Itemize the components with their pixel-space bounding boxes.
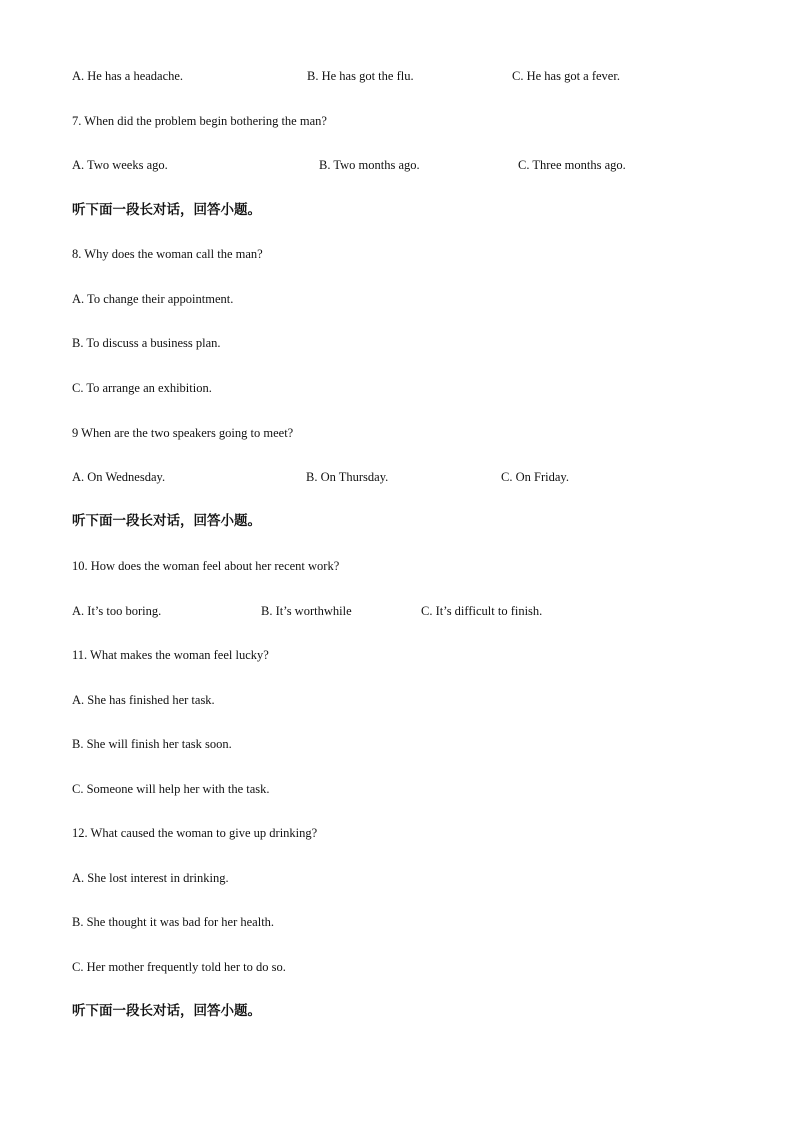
question-line: B. To discuss a business plan. xyxy=(72,336,221,350)
answer-option: A. He has a headache. xyxy=(72,69,184,83)
answer-option: C. He has got a fever. xyxy=(512,69,620,83)
answer-option: B. It’s worthwhile xyxy=(261,604,352,618)
question-line: A. She has finished her task. xyxy=(72,693,215,707)
answer-option: A. On Wednesday. xyxy=(72,470,166,484)
answer-option: B. Two months ago. xyxy=(319,158,420,172)
question-line: 11. What makes the woman feel lucky? xyxy=(72,648,269,662)
answer-option: A. It’s too boring. xyxy=(72,604,162,618)
question-line: B. She thought it was bad for her health. xyxy=(72,915,275,929)
question-line: 9 When are the two speakers going to meet? xyxy=(72,426,294,440)
answer-option: B. On Thursday. xyxy=(306,470,389,484)
question-line: 7. When did the problem begin bothering the man? xyxy=(72,114,327,128)
question-line: 10. How does the woman feel about her recent work? xyxy=(72,559,340,573)
answer-option: C. Three months ago. xyxy=(518,158,626,172)
section-heading: 听下面一段长对话，回答小题。 xyxy=(72,1003,261,1019)
question-line: C. Her mother frequently told her to do so. xyxy=(72,960,286,974)
question-line: C. Someone will help her with the task. xyxy=(72,782,270,796)
answer-option: A. Two weeks ago. xyxy=(72,158,168,172)
answer-option: B. He has got the flu. xyxy=(307,69,414,83)
question-line: 12. What caused the woman to give up drinking? xyxy=(72,826,318,840)
answer-option: C. It’s difficult to finish. xyxy=(421,604,543,618)
question-line: B. She will finish her task soon. xyxy=(72,737,232,751)
question-line: 8. Why does the woman call the man? xyxy=(72,247,263,261)
answer-option: C. On Friday. xyxy=(501,470,569,484)
section-heading: 听下面一段长对话，回答小题。 xyxy=(72,202,261,218)
question-line: A. She lost interest in drinking. xyxy=(72,871,229,885)
question-line: C. To arrange an exhibition. xyxy=(72,381,212,395)
question-line: A. To change their appointment. xyxy=(72,292,234,306)
section-heading: 听下面一段长对话，回答小题。 xyxy=(72,513,261,529)
